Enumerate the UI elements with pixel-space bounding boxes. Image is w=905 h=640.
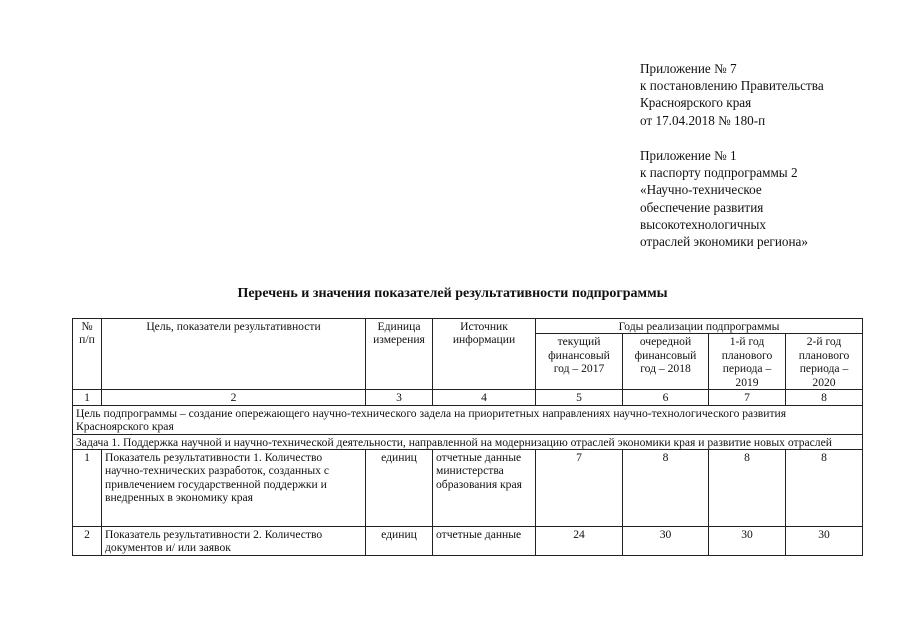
row-value-2018: 8	[623, 450, 709, 527]
column-number: 3	[366, 390, 433, 405]
row-value-2017: 24	[536, 527, 623, 556]
table-row	[73, 527, 863, 556]
column-number: 2	[102, 390, 366, 405]
column-number: 4	[433, 390, 536, 405]
sub-annex-line: «Научно-техническое	[640, 182, 762, 198]
header-year-2017: текущий финансовый год – 2017	[536, 334, 623, 390]
column-number: 8	[786, 390, 863, 405]
column-numbers-row	[73, 390, 863, 405]
row-source: отчетные данные	[433, 527, 536, 556]
header-year-2019: 1-й год планового периода – 2019	[709, 334, 786, 390]
header-num: № п/п	[73, 319, 102, 390]
sub-annex-line: высокотехнологичных	[640, 216, 766, 232]
task-text: Задача 1. Поддержка научной и научно-технической деятельности, направленной на модернизацию отраслей экономики края и развитие новых отраслей	[73, 434, 863, 449]
row-value-2018: 30	[623, 527, 709, 556]
header-years-group: Годы реализации подпрограммы	[536, 319, 863, 334]
goal-text: Цель подпрограммы – создание опережающего научно-технического задела на приоритетных направлениях научно-технологического развития Красноярского края	[73, 405, 863, 434]
row-value-2019: 30	[709, 527, 786, 556]
header-goal: Цель, показатели результативности	[102, 319, 366, 390]
column-number: 1	[73, 390, 102, 405]
annex-line: Приложение № 7	[640, 61, 737, 76]
row-value-2019: 8	[709, 450, 786, 527]
column-number: 5	[536, 390, 623, 405]
row-num: 1	[73, 450, 102, 527]
goal-row	[73, 405, 863, 434]
sub-annex-header	[640, 147, 808, 250]
header-source: Источник информации	[433, 319, 536, 390]
annex-line: к постановлению Правительства	[640, 78, 824, 94]
row-value-2017: 7	[536, 450, 623, 527]
header-row	[73, 319, 863, 334]
sub-annex-line: отраслей экономики региона»	[640, 234, 808, 250]
row-source: отчетные данные министерства образования края	[433, 450, 536, 527]
column-number: 6	[623, 390, 709, 405]
row-indicator-name: Показатель результативности 1. Количество научно-технических разработок, созданных с привлечением государственной поддержки и внедренных в экономику края	[102, 450, 366, 527]
annex-line: от 17.04.2018 № 180-п	[640, 112, 766, 128]
sub-annex-line: обеспечение развития	[640, 199, 764, 215]
page-bottom-margin	[0, 574, 905, 640]
header-year-2018: очередной финансовый год – 2018	[623, 334, 709, 390]
row-num: 2	[73, 527, 102, 556]
table-row	[73, 450, 863, 527]
annex-line: Красноярского края	[640, 95, 752, 111]
task-row	[73, 434, 863, 449]
annex-header	[640, 60, 824, 129]
header-year-2020: 2-й год планового периода – 2020	[786, 334, 863, 390]
column-number: 7	[709, 390, 786, 405]
sub-annex-line: Приложение № 1	[640, 148, 737, 163]
row-unit: единиц	[366, 527, 433, 556]
document-title: Перечень и значения показателей результативности подпрограммы	[237, 286, 668, 301]
sub-annex-line: к паспорту подпрограммы 2	[640, 165, 798, 181]
row-value-2020: 8	[786, 450, 863, 527]
header-unit: Единица измерения	[366, 319, 433, 390]
row-indicator-name: Показатель результативности 2. Количество документов и/ или заявок	[102, 527, 366, 556]
row-unit: единиц	[366, 450, 433, 527]
indicators-table	[72, 318, 863, 556]
row-value-2020: 30	[786, 527, 863, 556]
